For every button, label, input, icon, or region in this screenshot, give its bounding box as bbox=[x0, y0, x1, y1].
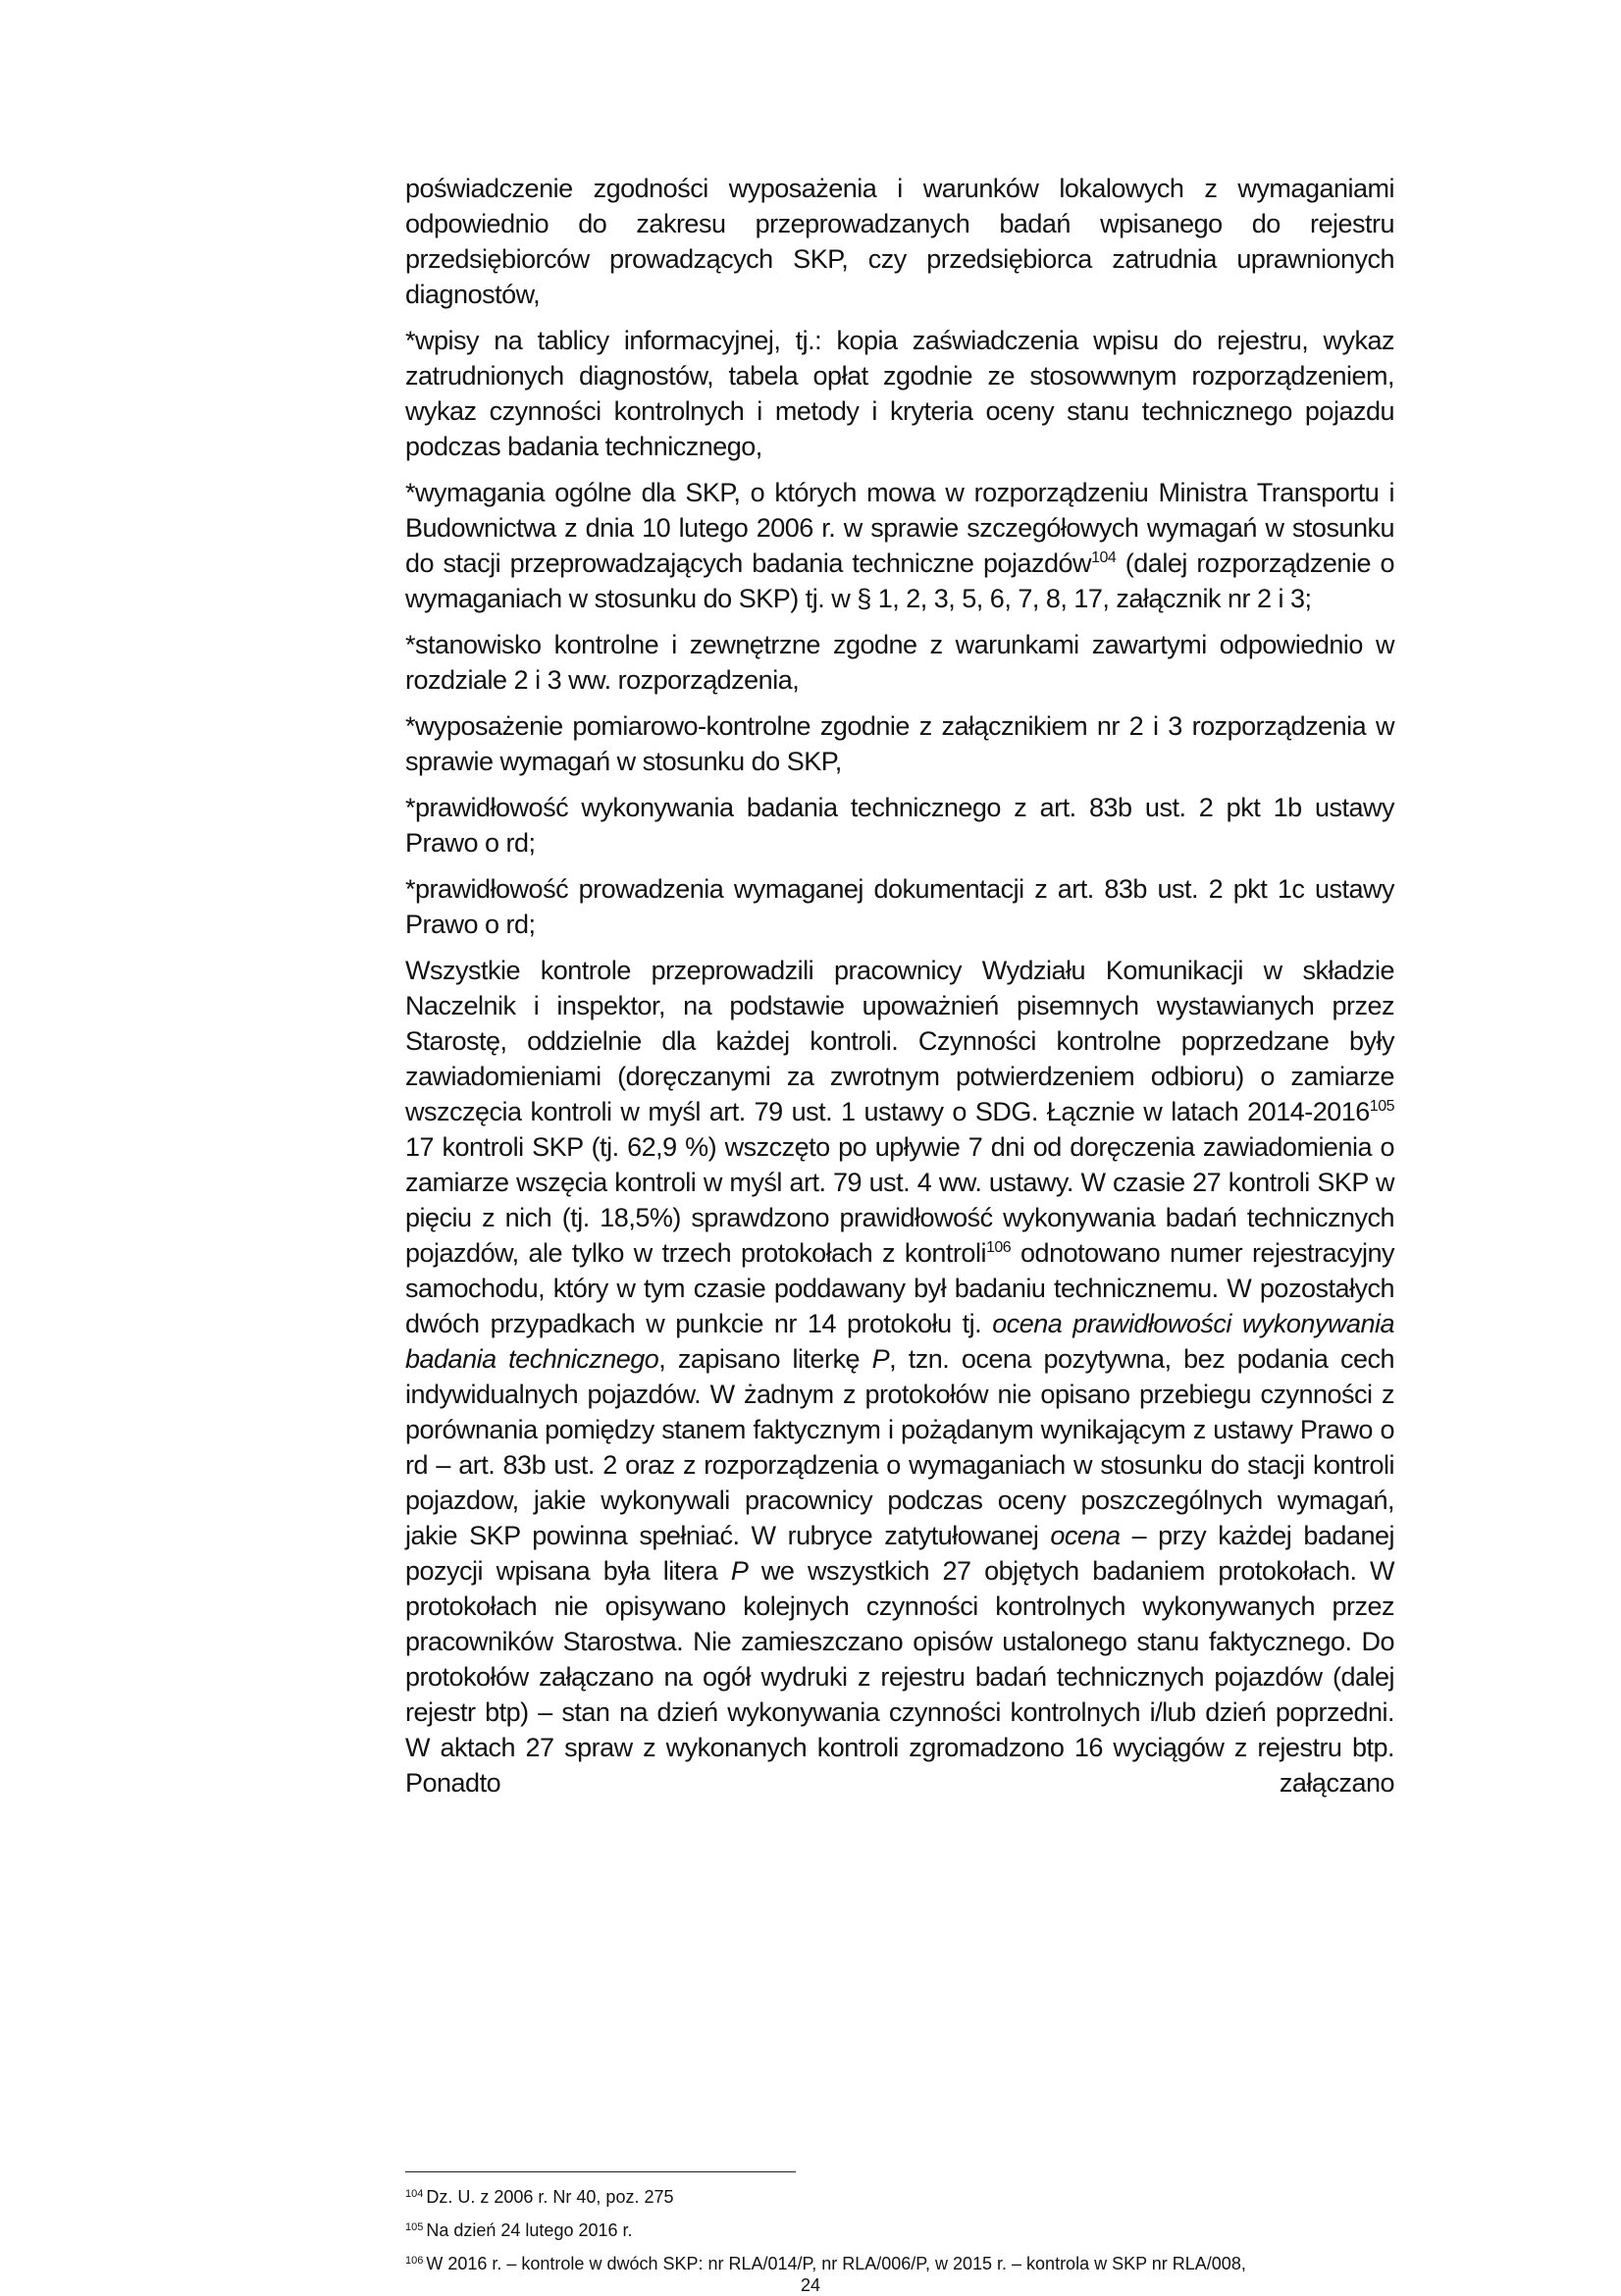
footnotes bbox=[405, 2184, 1394, 2284]
footnote-number: 106 bbox=[405, 2255, 424, 2267]
paragraph-3 bbox=[405, 475, 1394, 616]
footnote-number: 105 bbox=[405, 2221, 424, 2233]
main-text-5: , tzn. ocena pozytywna, bez podania cech indywidualnych pojazdów. W żadnym z protokołów nie opisano przebiegu czynności z porównania pomiędzy stanem faktycznym i pożądanym wynikającym z ustawy Prawo o rd – art. 83b ust. 2 oraz z rozporządzenia o wymaganiach w stosunku do stacji kontroli pojazdow, jakie wykonywali pracownicy podczas oceny poszczególnych wymagań, jakie SKP powinna spełniać. W rubryce zatytułowanej bbox=[405, 1344, 1394, 1550]
footnote-ref-105: 105 bbox=[1369, 1098, 1394, 1115]
footnote-text: W 2016 r. – kontrole w dwóch SKP: nr RLA/014/P, nr RLA/006/P, w 2015 r. – kontrola w SKP nr RLA/008, bbox=[426, 2254, 1246, 2273]
footnote-separator bbox=[405, 2171, 796, 2172]
main-italic-1: ocena prawidłowości wykonywania badania technicznego bbox=[405, 1309, 1394, 1374]
main-text-6: – przy każdej badanej pozycji wpisana była litera bbox=[405, 1521, 1394, 1586]
page-number: 24 bbox=[800, 2275, 821, 2295]
main-text-1: Wszystkie kontrole przeprowadzili pracownicy Wydziału Komunikacji w składzie Naczelnik i inspektor, na podstawie upoważnień pisemnych wystawianych przez Starostę, oddzielnie dla każdej kontroli. Czynności kontrolne poprzedzane były zawiadomieniami (doręczanymi za zwrotnym potwierdzeniem odbioru) o zamiarze wszczęcia kontroli w myśl art. 79 ust. 1 ustawy o SDG. Łącznie w latach 2014-2016 bbox=[405, 956, 1394, 1126]
paragraph-1: poświadczenie zgodności wyposażenia i warunków lokalowych z wymaganiami odpowiednio do zakresu przeprowadzanych badań wpisanego do rejestru przedsiębiorców prowadzących SKP, czy przedsiębiorca zatrudnia uprawnionych diagnostów, bbox=[405, 174, 1394, 309]
footnote-text: Dz. U. z 2006 r. Nr 40, poz. 275 bbox=[426, 2187, 674, 2207]
main-italic-3: ocena bbox=[1050, 1521, 1121, 1550]
main-text-4: , zapisano literkę bbox=[658, 1344, 872, 1374]
main-text-3: odnotowano numer rejestracyjny samochodu, który w tym czasie poddawany był badaniu technicznemu. W pozostałych dwóch przypadkach w punkcie nr 14 protokołu tj. bbox=[405, 1238, 1395, 1338]
paragraph-7: *prawidłowość prowadzenia wymaganej dokumentacji z art. 83b ust. 2 pkt 1c ustawy Prawo o rd; bbox=[405, 874, 1394, 939]
footnote-ref-106: 106 bbox=[985, 1239, 1012, 1256]
footnote-104 bbox=[405, 2184, 1394, 2210]
paragraph-2: *wpisy na tablicy informacyjnej, tj.: kopia zaświadczenia wpisu do rejestru, wykaz zatrudnionych diagnostów, tabela opłat zgodnie ze stosowwnym rozporządzeniem, wykaz czynności kontrolnych i metody i kryteria oceny stanu technicznego pojazdu podczas badania technicznego, bbox=[405, 326, 1394, 461]
paragraph-3-text-a: *wymagania ogólne dla SKP, o których mowa w rozporządzeniu Ministra Transportu i Budownictwa z dnia 10 lutego 2006 r. w sprawie szczegółowych wymagań w stosunku do stacji przeprowadzających badania techniczne pojazdów bbox=[405, 478, 1394, 578]
paragraph-5: *wyposażenie pomiarowo-kontrolne zgodnie z załącznikiem nr 2 i 3 rozporządzenia w sprawie wymagań w stosunku do SKP, bbox=[405, 711, 1394, 776]
paragraph-4: *stanowisko kontrolne i zewnętrzne zgodne z warunkami zawartymi odpowiednio w rozdziale 2 i 3 ww. rozporządzenia, bbox=[405, 630, 1394, 695]
footnote-105 bbox=[405, 2218, 1394, 2243]
main-italic-4: P bbox=[730, 1556, 749, 1586]
footnote-text: Na dzień 24 lutego 2016 r. bbox=[426, 2220, 633, 2240]
footnote-number: 104 bbox=[405, 2188, 424, 2200]
footnote-106 bbox=[405, 2251, 1394, 2276]
paragraph-3-text-b: (dalej rozporządzenie o wymaganiach w stosunku do SKP) tj. w § 1, 2, 3, 5, 6, 7, 8, 17, załącznik nr 2 i 3; bbox=[405, 548, 1395, 613]
main-text-7: we wszystkich 27 objętych badaniem protokołach. W protokołach nie opisywano kolejnych czynności kontrolnych wykonywanych przez pracowników Starostwa. Nie zamieszczano opisów ustalonego stanu faktycznego. Do protokołów załączano na ogół wydruki z rejestru badań technicznych pojazdów (dalej rejestr btp) – stan na dzień wykonywania czynności kontrolnych i/lub dzień poprzedni. W aktach 27 spraw z wykonanych kontroli zgromadzono 16 wyciągów z rejestru btp. Ponadto załączano bbox=[405, 1556, 1394, 1798]
main-text-2: 17 kontroli SKP (tj. 62,9 %) wszczęto po upływie 7 dni od doręczenia zawiadomienia o zamiarze wszęcia kontroli w myśl art. 79 ust. 4 ww. ustawy. W czasie 27 kontroli SKP w pięciu z nich (tj. 18,5%) sprawdzono prawidłowość wykonywania badań technicznych pojazdów, ale tylko w trzech protokołach z kontroli bbox=[405, 1132, 1394, 1268]
main-paragraph bbox=[405, 953, 1394, 1800]
paragraph-6: *prawidłowość wykonywania badania technicznego z art. 83b ust. 2 pkt 1b ustawy Prawo o rd; bbox=[405, 793, 1394, 858]
footnote-ref-104: 104 bbox=[1091, 549, 1117, 566]
body-text bbox=[405, 171, 1394, 1811]
main-italic-2: P bbox=[871, 1344, 890, 1374]
